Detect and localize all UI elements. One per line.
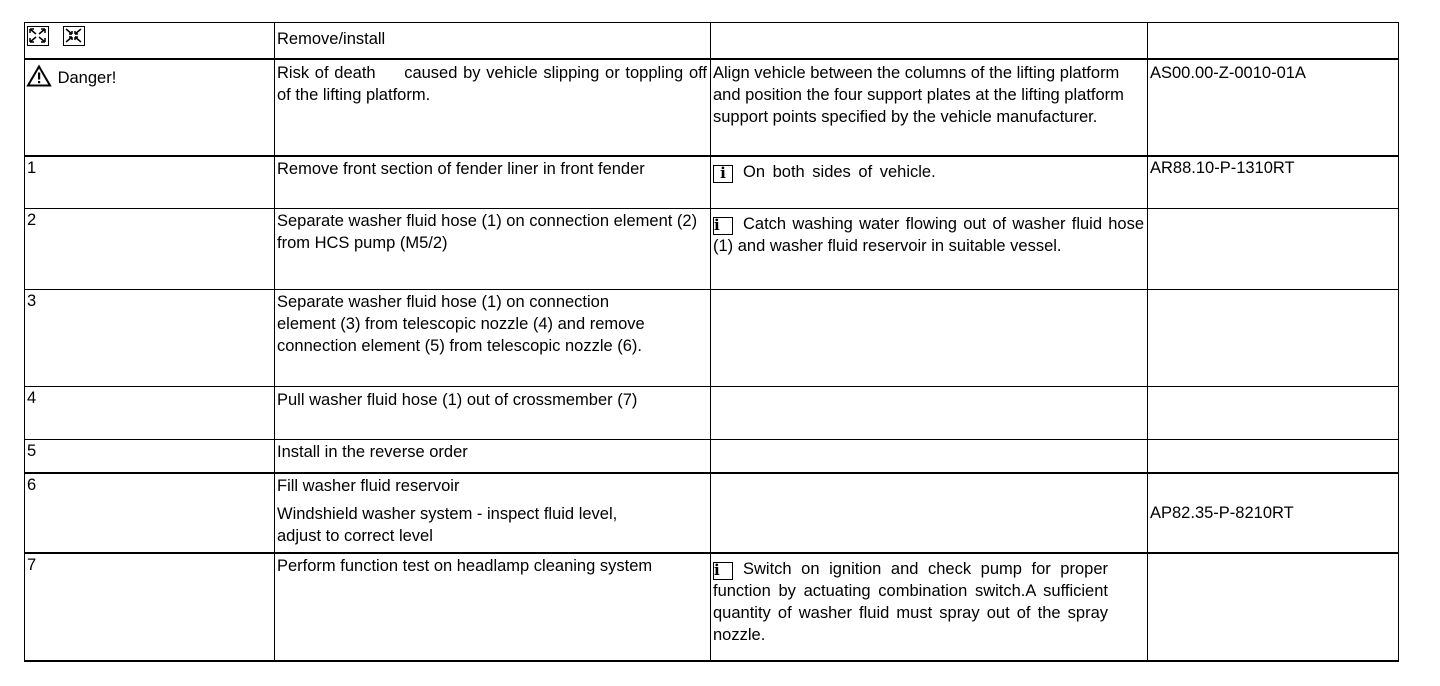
- step-row: [25, 440, 1399, 473]
- step-row: [25, 156, 1399, 209]
- step-row: [25, 209, 1399, 290]
- step-reference[interactable]: [1148, 473, 1399, 553]
- step-number-text: 7: [27, 555, 37, 574]
- step-text-content: Pull washer fluid hose (1) out of crossmember (7): [277, 391, 638, 409]
- header-title: [275, 23, 711, 59]
- danger-row: [25, 59, 1399, 156]
- step-row: [25, 473, 1399, 553]
- step-note-text: On both sides of vehicle.: [743, 162, 936, 181]
- step-note: [711, 290, 1148, 387]
- step-reference[interactable]: [1148, 156, 1399, 209]
- danger-label-cell: [25, 59, 275, 156]
- step-text: [275, 473, 711, 553]
- step-number: [25, 209, 275, 290]
- header-title-text: Remove/install: [277, 30, 386, 48]
- step-reference: [1148, 553, 1399, 661]
- step-note: [711, 473, 1148, 553]
- step-text-content: Remove front section of fender liner in front fender: [277, 159, 645, 178]
- step-text-content: Install in the reverse order: [277, 443, 468, 461]
- step-note: [711, 440, 1148, 473]
- step-reference: [1148, 290, 1399, 387]
- step-number-text: 1: [27, 158, 37, 177]
- step-text: [275, 387, 711, 440]
- info-icon: i: [713, 165, 733, 183]
- warning-triangle-icon: [27, 65, 51, 87]
- step-row: [25, 290, 1399, 387]
- step-text-content: Separate washer fluid hose (1) on connection element (3) from telescopic nozzle (4) and remove connection element (5) from telescopic nozzle (6).: [277, 293, 645, 355]
- step-text: [275, 553, 711, 661]
- danger-reference-link[interactable]: AS00.00-Z-0010-01A: [1150, 63, 1306, 82]
- danger-text-content: Risk of death caused by vehicle slipping or toppling off of the lifting platform.: [277, 63, 712, 104]
- step-note: [711, 209, 1148, 290]
- info-icon: i: [713, 562, 733, 580]
- step-text: [275, 209, 711, 290]
- header-empty-cell: [711, 23, 1148, 59]
- step-note: [711, 156, 1148, 209]
- step-text: [275, 156, 711, 209]
- step-text-content: Fill washer fluid reservoir: [277, 476, 460, 495]
- step-reference-link[interactable]: AP82.35-P-8210RT: [1150, 503, 1294, 522]
- step-note-text: Catch washing water flowing out of washer fluid hose (1) and washer fluid reservoir in suitable vessel.: [713, 215, 1144, 255]
- step-subtext-content: Windshield washer system - inspect fluid level, adjust to correct level: [277, 504, 618, 545]
- danger-reference[interactable]: [1148, 59, 1399, 156]
- step-number: [25, 553, 275, 661]
- step-number-text: 2: [27, 211, 37, 229]
- step-text: [275, 440, 711, 473]
- step-number-text: 5: [27, 442, 37, 460]
- step-text-content: Perform function test on headlamp cleaning system: [277, 556, 653, 575]
- step-number: [25, 473, 275, 553]
- danger-instruction-content: Align vehicle between the columns of the lifting platform and position the four support plates at the lifting platform support points specified by the vehicle manufacturer.: [713, 63, 1124, 126]
- step-reference: [1148, 209, 1399, 290]
- step-text: [275, 290, 711, 387]
- step-row: [25, 553, 1399, 661]
- step-number: [25, 440, 275, 473]
- collapse-arrows-icon[interactable]: [63, 26, 85, 46]
- danger-label: Danger!: [57, 68, 117, 87]
- info-icon: i: [713, 217, 733, 235]
- step-number: [25, 290, 275, 387]
- step-number-text: 3: [27, 292, 37, 310]
- header-empty-cell-2: [1148, 23, 1399, 59]
- step-reference: [1148, 440, 1399, 473]
- header-icons-cell: [25, 23, 275, 59]
- procedure-table: [24, 22, 1399, 662]
- step-number: [25, 156, 275, 209]
- step-number-text: 4: [27, 389, 37, 407]
- step-note: [711, 387, 1148, 440]
- expand-arrows-icon[interactable]: [27, 26, 49, 46]
- danger-instruction: [711, 59, 1148, 156]
- step-reference-link[interactable]: AR88.10-P-1310RT: [1150, 158, 1295, 177]
- step-row: [25, 387, 1399, 440]
- step-note: [711, 553, 1148, 661]
- danger-text: [275, 59, 711, 156]
- step-number: [25, 387, 275, 440]
- step-text-content: Separate washer fluid hose (1) on connection element (2) from HCS pump (M5/2): [277, 212, 698, 252]
- step-number-text: 6: [27, 475, 37, 494]
- step-note-text: Switch on ignition and check pump for proper function by actuating combination switch.A sufficient quantity of washer fluid must spray out of the spray nozzle.: [713, 559, 1108, 644]
- step-reference: [1148, 387, 1399, 440]
- header-row: [25, 23, 1399, 59]
